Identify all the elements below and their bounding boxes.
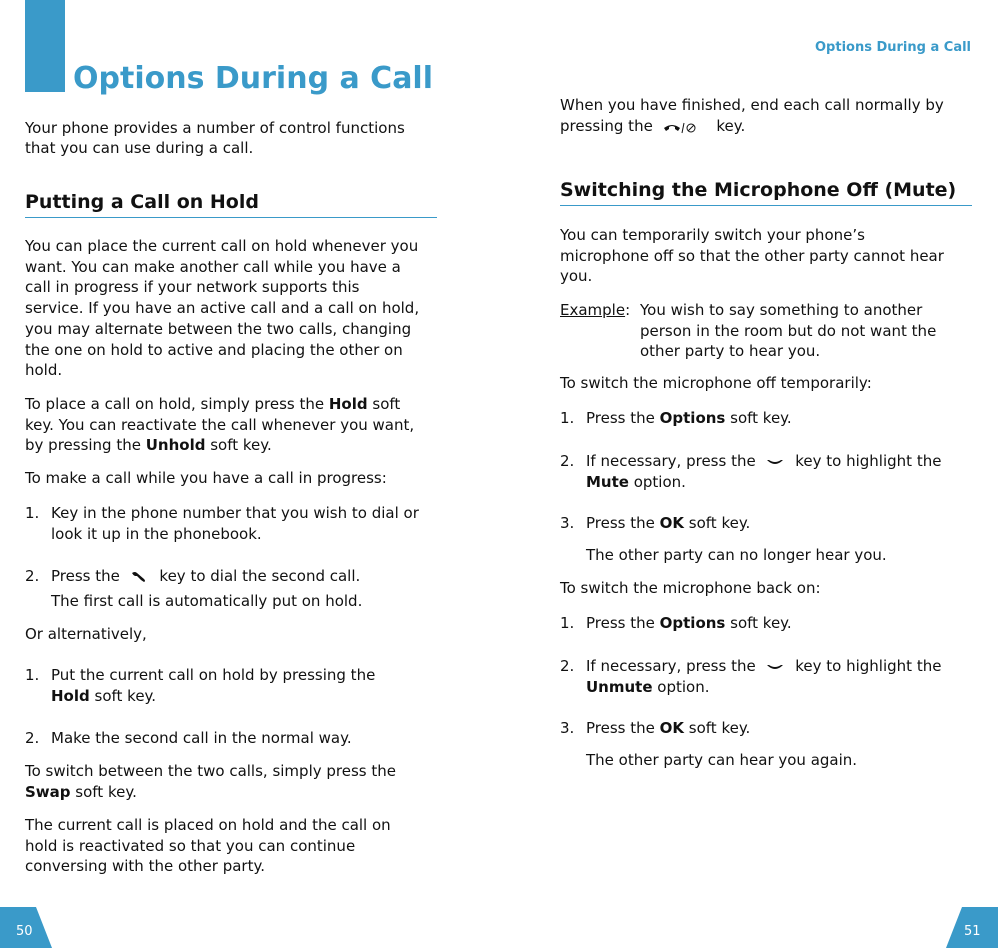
make-call-intro: To make a call while you have a call in progress:	[25, 469, 387, 487]
hold-description: You can place the current call on hold whenever you want. You can make another call while you have a call in progress if your network supports this service. If you have an active call and a call on hold, you may alternate between the two calls, changing the one on hold to active and placing the other on hold.	[25, 237, 420, 380]
end-key-icon	[658, 119, 712, 135]
unmute-step-2: 2. If necessary, press the key to highlight the Unmute option.	[560, 657, 942, 696]
step-2-send: 2. Press the key to dial the second call. The first call is automatically put on hold.	[25, 567, 363, 610]
example-block: Example: You wish to say something to another person in the room but do not want the other party to hear you.	[560, 301, 937, 360]
down-navigation-key-icon	[760, 660, 790, 674]
section-title-mute: Switching the Microphone Off (Mute)	[560, 179, 957, 201]
send-key-icon	[125, 569, 155, 585]
section-rule-hold	[25, 217, 437, 218]
intro-paragraph: Your phone provides a number of control functions that you can use during a call.	[25, 119, 405, 157]
section-rule-mute	[560, 205, 972, 206]
mute-on-intro: To switch the microphone back on:	[560, 579, 821, 597]
swap-result: The current call is placed on hold and the call on hold is reactivated so that you can continue conversing with the other party.	[25, 816, 391, 875]
alternatively-label: Or alternatively,	[25, 625, 147, 643]
title-accent-block	[25, 0, 65, 92]
page-title: Options During a Call	[73, 61, 433, 96]
down-navigation-key-icon	[760, 455, 790, 469]
mute-step-3: 3. Press the OK soft key. The other party can no longer hear you.	[560, 514, 887, 564]
page-number-left: 50	[16, 924, 33, 939]
step-1-dial: 1. Key in the phone number that you wish to dial or look it up in the phonebook.	[25, 504, 419, 543]
swap-instructions: To switch between the two calls, simply press the Swap soft key.	[25, 762, 396, 801]
running-header: Options During a Call	[815, 40, 971, 55]
alt-step-1: 1. Put the current call on hold by pressing the Hold soft key.	[25, 666, 376, 705]
mute-off-intro: To switch the microphone off temporarily:	[560, 374, 872, 392]
hold-softkey-label: Hold	[328, 395, 368, 413]
page-number-right: 51	[964, 924, 981, 939]
end-call-paragraph: When you have finished, end each call normally by pressing the key.	[560, 96, 944, 135]
mute-intro: You can temporarily switch your phone’s microphone off so that the other party cannot hear you.	[560, 226, 944, 286]
unmute-step-3: 3. Press the OK soft key. The other party can hear you again.	[560, 719, 858, 769]
mute-step-2: 2. If necessary, press the key to highlight the Mute option.	[560, 452, 942, 491]
hold-instructions: To place a call on hold, simply press the Hold soft key. You can reactivate the call whenever you want, by pressing the Unhold soft key.	[25, 395, 415, 454]
swap-softkey-label: Swap	[25, 783, 71, 801]
unhold-softkey-label: Unhold	[145, 436, 206, 454]
example-label: Example	[560, 301, 626, 319]
section-title-hold: Putting a Call on Hold	[25, 191, 259, 213]
